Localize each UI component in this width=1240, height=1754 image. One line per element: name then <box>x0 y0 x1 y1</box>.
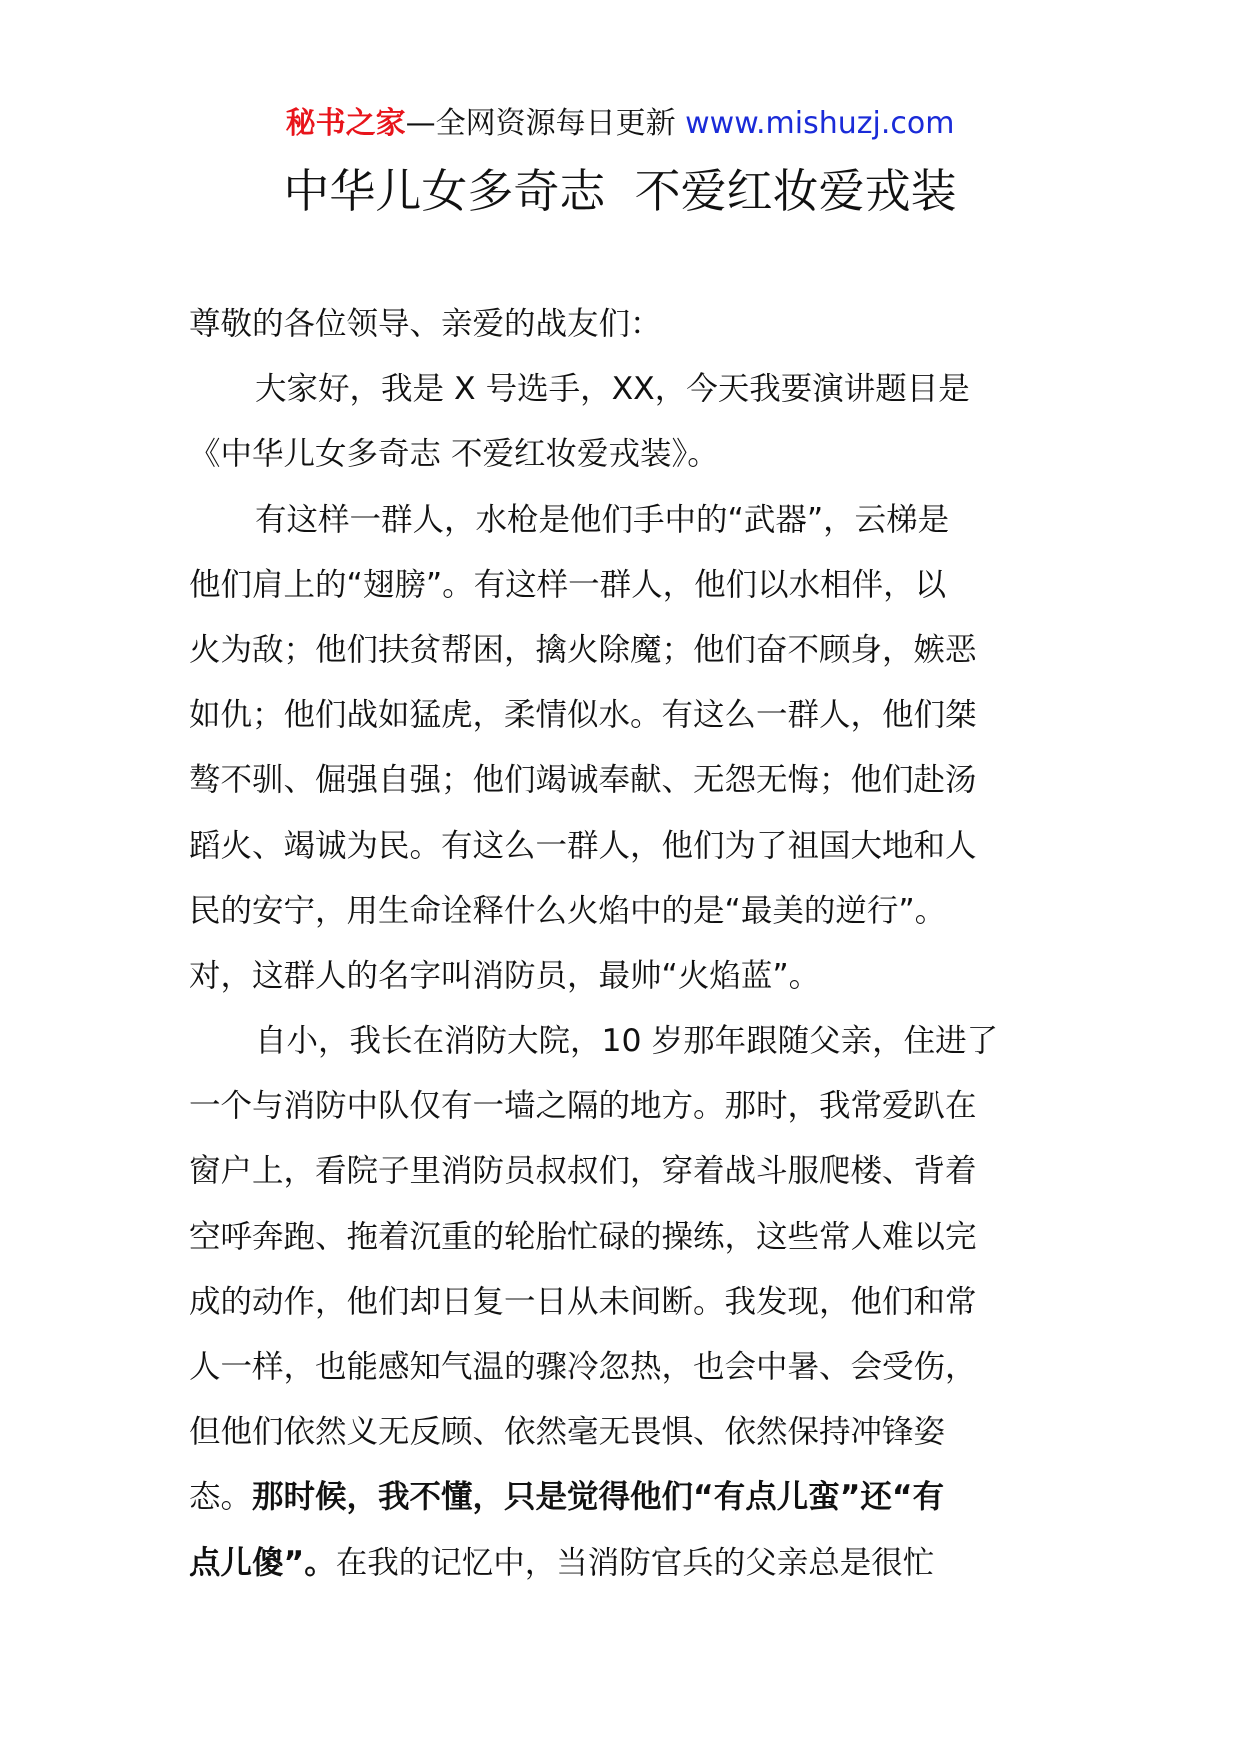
site-header <box>0 102 1240 146</box>
paragraph-line: 空呼奔跑、拖着沉重的轮胎忙碌的操练，这些常人难以完 <box>189 1218 977 1255</box>
salutation: 尊敬的各位领导、亲爱的战友们： <box>189 306 662 342</box>
header-slogan: —全网资源每日更新 <box>405 106 686 141</box>
paragraph-line: 他们肩上的“翅膀”。有这样一群人，他们以水相伴，以 <box>189 566 947 603</box>
line-normal-text: 态。 <box>189 1479 253 1516</box>
paragraph-line <box>189 1465 1065 1530</box>
paragraph-line: 窗户上，看院子里消防员叔叔们，穿着战斗服爬楼、背着 <box>189 1153 977 1190</box>
paragraph-line <box>189 1531 1065 1596</box>
document-title: 中华儿女多奇志 不爱红妆爱戎装 <box>283 164 957 218</box>
line-normal-text: 在我的记忆中，当消防官兵的父亲总是很忙 <box>335 1544 935 1581</box>
emphasis-text: 点儿傻”。 <box>189 1544 336 1581</box>
paragraph-line: 有这样一群人，水枪是他们手中的“武器”，云梯是 <box>255 501 950 538</box>
paragraph-line: 如仇；他们战如猛虎，柔情似水。有这么一群人，他们桀 <box>189 697 977 734</box>
brand-name: 秘书之家 <box>285 106 406 141</box>
paragraph-line: 火为敌；他们扶贫帮困，擒火除魔；他们奋不顾身，嫉恶 <box>189 631 977 668</box>
document-body <box>189 292 1065 1596</box>
paragraph-line: 《中华儿女多奇志 不爱红妆爱戎装》。 <box>189 436 719 473</box>
paragraph-line: 自小，我长在消防大院，10 岁那年跟随父亲，住进了 <box>255 1023 999 1060</box>
paragraph-line: 大家好，我是 X 号选手，XX，今天我要演讲题目是 <box>255 371 970 408</box>
paragraph-line: 成的动作，他们却日复一日从未间断。我发现，他们和常 <box>189 1283 977 1320</box>
site-url[interactable]: www.mishuzj.com <box>685 106 955 141</box>
paragraph-line: 一个与消防中队仅有一墙之隔的地方。那时，我常爱趴在 <box>189 1088 977 1125</box>
paragraph-line: 蹈火、竭诚为民。有这么一群人，他们为了祖国大地和人 <box>189 827 977 864</box>
paragraph-line: 对，这群人的名字叫消防员，最帅“火焰蓝”。 <box>189 957 821 994</box>
paragraph-line: 骜不驯、倔强自强；他们竭诚奉献、无怨无悔；他们赴汤 <box>189 762 977 799</box>
paragraph-line: 但他们依然义无反顾、依然毫无畏惧、依然保持冲锋姿 <box>189 1414 946 1451</box>
paragraph-line: 民的安宁，用生命诠释什么火焰中的是“最美的逆行”。 <box>189 892 947 929</box>
emphasis-text: 那时候，我不懂，只是觉得他们“有点儿蛮”还“有 <box>252 1479 945 1516</box>
paragraph-line: 人一样，也能感知气温的骤冷忽热，也会中暑、会受伤， <box>189 1349 977 1385</box>
